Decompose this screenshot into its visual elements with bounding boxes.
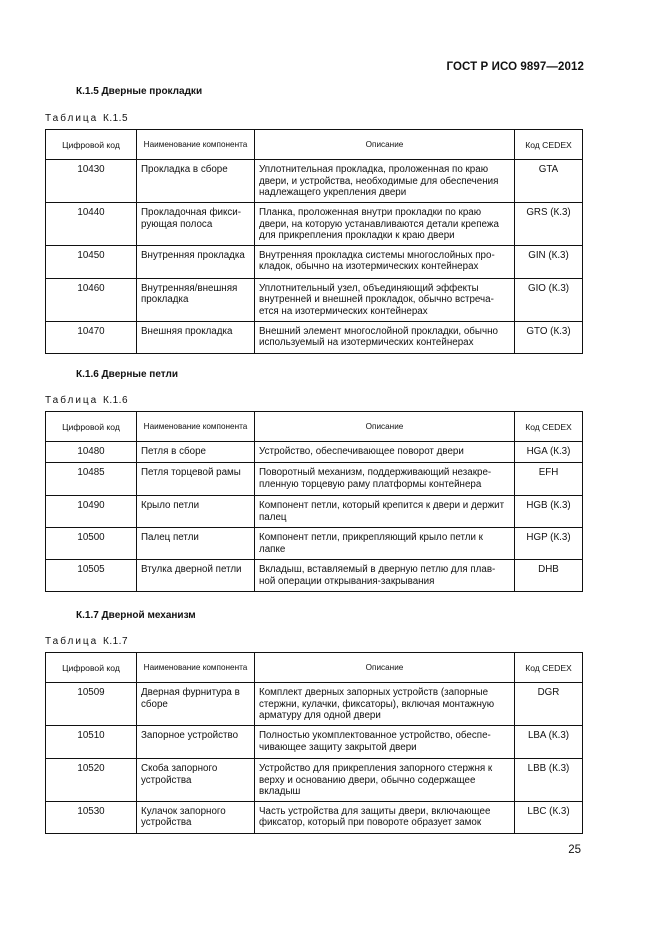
table-row: 10510 Запорное устройство Полностью укомплектованное устройство, обеспе-чивающее защиту закрытой двери LBA (К.3) bbox=[46, 726, 583, 759]
table-label-k17: Таблица К.1.7 bbox=[45, 636, 129, 647]
section-title-k17: К.1.7 Дверной механизм bbox=[76, 610, 196, 621]
table-row: 10500 Палец петли Компонент петли, прикрепляющий крыло петли к лапке HGP (К.3) bbox=[46, 528, 583, 560]
col-header-name: Наименование компонента bbox=[137, 412, 255, 442]
col-header-cedex: Код CEDEX bbox=[515, 412, 583, 442]
col-header-name: Наименование компонента bbox=[137, 653, 255, 683]
table-label-k16: Таблица К.1.6 bbox=[45, 395, 129, 406]
table-row: 10520 Скоба запорного устройства Устройство для прикрепления запорного стержня к верху и основанию двери, обычно содержащее вкладыш LBB (К.3) bbox=[46, 759, 583, 802]
section-title-k16: К.1.6 Дверные петли bbox=[76, 369, 179, 380]
table-row: 10460 Внутренняя/внешняя прокладка Уплотнительный узел, объединяющий эффекты внутренней и внешней прокладок, обычно встреча-ется на изотермических контейнерах GIO (К.3) bbox=[46, 278, 583, 321]
col-header-desc: Описание bbox=[255, 412, 515, 442]
col-header-code: Цифровой код bbox=[46, 412, 137, 442]
col-header-code: Цифровой код bbox=[46, 130, 137, 160]
page-number: 25 bbox=[568, 844, 581, 856]
table-k16 bbox=[45, 411, 583, 592]
table-row: 10485 Петля торцевой рамы Поворотный механизм, поддерживающий незакре-пленную торцевую раму платформы контейнера EFH bbox=[46, 463, 583, 496]
table-k15 bbox=[45, 129, 583, 354]
document-header: ГОСТ Р ИСО 9897—2012 bbox=[446, 61, 584, 73]
table-row: 10440 Прокладочная фикси-рующая полоса Планка, проложенная внутри прокладки по краю двери, на которую устанавливаются детали крепежа для прикрепления прокладки к краю двери GRS (К.3) bbox=[46, 203, 583, 246]
table-row: 10530 Кулачок запорного устройства Часть устройства для защиты двери, включающее фиксатор, который при повороте образует замок LBC (К.3) bbox=[46, 801, 583, 833]
table-row: 10450 Внутренняя прокладка Внутренняя прокладка системы многослойных про-кладок, обычно на изотермических контейнерах GIN (К.3) bbox=[46, 245, 583, 278]
table-row: 10470 Внешняя прокладка Внешний элемент многослойной прокладки, обычно используемый на изотермических контейнерах GTO (К.3) bbox=[46, 321, 583, 353]
table-row: 10480 Петля в сборе Устройство, обеспечивающее поворот двери HGA (К.3) bbox=[46, 442, 583, 463]
section-title-k15: К.1.5 Дверные прокладки bbox=[76, 86, 203, 97]
table-row: 10505 Втулка дверной петли Вкладыш, вставляемый в дверную петлю для плав-ной операции открывания-закрывания DHB bbox=[46, 560, 583, 592]
table-label-k15: Таблица К.1.5 bbox=[45, 113, 129, 124]
col-header-cedex: Код CEDEX bbox=[515, 653, 583, 683]
col-header-code: Цифровой код bbox=[46, 653, 137, 683]
col-header-desc: Описание bbox=[255, 653, 515, 683]
col-header-name: Наименование компонента bbox=[137, 130, 255, 160]
table-row: 10509 Дверная фурнитура в сборе Комплект дверных запорных устройств (запорные стержни, кулачки, фиксаторы), включая монтажную арматуру для одной двери DGR bbox=[46, 683, 583, 726]
table-k17 bbox=[45, 652, 583, 834]
table-row: 10430 Прокладка в сборе Уплотнительная прокладка, проложенная по краю двери, и устройства, необходимые для обеспечения надлежащего укрепления двери GTA bbox=[46, 160, 583, 203]
table-row: 10490 Крыло петли Компонент петли, который крепится к двери и держит палец HGB (К.3) bbox=[46, 496, 583, 528]
col-header-cedex: Код CEDEX bbox=[515, 130, 583, 160]
col-header-desc: Описание bbox=[255, 130, 515, 160]
